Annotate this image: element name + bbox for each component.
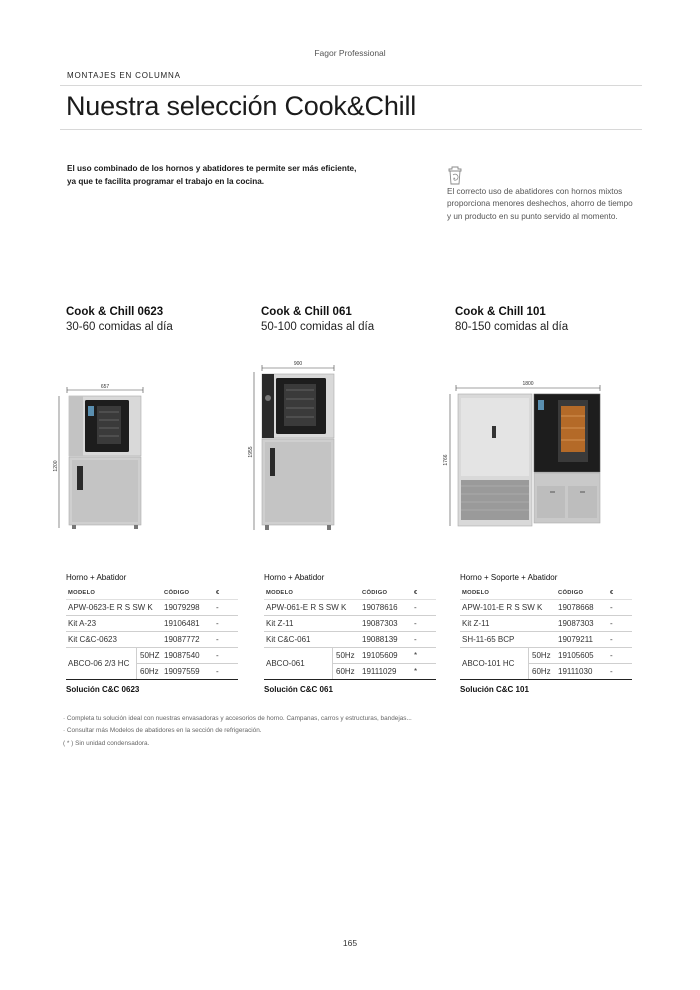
product-capacity: 30-60 comidas al día xyxy=(66,321,173,333)
eco-line: y un producto en su punto servido al momento. xyxy=(447,211,618,221)
model-cell: ABCO-061 xyxy=(266,659,305,668)
code-cell: 19105605 xyxy=(558,650,594,660)
model-cell: APW-0623-E R S SW K xyxy=(68,603,153,612)
product-table-101 xyxy=(460,573,632,694)
col-header-model: MODELO xyxy=(68,589,96,596)
table-row-split xyxy=(66,648,238,680)
product-heading xyxy=(455,306,645,333)
product-name: Cook & Chill 0623 xyxy=(66,306,164,318)
col-header-price: € xyxy=(414,589,418,596)
code-cell: 19079211 xyxy=(558,635,593,644)
col-header-price: € xyxy=(216,589,220,596)
frequency-cell: 60Hz xyxy=(136,664,164,679)
code-cell: 19088139 xyxy=(362,635,398,644)
code-cell: 19079298 xyxy=(164,603,200,612)
price-cell: * xyxy=(414,666,418,676)
intro-line: El uso combinado de los hornos y abatidores te permite ser más eficiente, xyxy=(67,164,357,173)
col-header-model: MODELO xyxy=(462,589,490,596)
table-header xyxy=(66,586,238,600)
code-cell: 19087303 xyxy=(362,619,398,628)
price-cell: - xyxy=(216,650,219,660)
table-row xyxy=(66,632,238,648)
frequency-cell: 50HZ xyxy=(136,648,164,663)
code-cell: 19078668 xyxy=(558,603,594,612)
table-subrow xyxy=(332,664,436,679)
code-cell: 19087303 xyxy=(558,619,594,628)
footnote: · Consultar más Modelos de abatidores en la sección de refrigeración. xyxy=(63,727,262,735)
product-capacity: 50-100 comidas al día xyxy=(261,321,375,333)
table-row xyxy=(460,616,632,632)
frequency-cell: 60Hz xyxy=(528,664,558,679)
table-subrow xyxy=(136,648,238,664)
solution-label: Solución C&C 0623 xyxy=(66,685,140,694)
table-header xyxy=(264,586,436,600)
height-dimension: 1200 xyxy=(53,460,59,472)
price-cell: - xyxy=(610,635,613,644)
product-image-061 xyxy=(248,358,348,533)
title-divider xyxy=(60,129,642,130)
product-name: Cook & Chill 101 xyxy=(455,306,546,318)
intro-line: ya que te facilita programar el trabajo en la cocina. xyxy=(67,176,265,186)
page-title: Nuestra selección Cook&Chill xyxy=(66,91,417,121)
model-cell: Kit Z-11 xyxy=(266,619,294,628)
product-table-0623 xyxy=(66,573,238,694)
brand-header: Fagor Professional xyxy=(314,48,386,58)
section-label: MONTAJES EN COLUMNA xyxy=(67,71,181,80)
model-cell: SH-11-65 BCP xyxy=(462,635,515,644)
product-name: Cook & Chill 061 xyxy=(261,306,352,318)
table-caption: Horno + Abatidor xyxy=(264,573,325,582)
price-cell: - xyxy=(610,650,613,660)
price-cell: - xyxy=(610,603,613,612)
product-heading xyxy=(261,306,451,333)
col-header-code: CÓDIGO xyxy=(558,589,584,596)
eco-line: El correcto uso de abatidores con hornos mixtos xyxy=(447,187,623,196)
model-cell: APW-101-E R S SW K xyxy=(462,603,543,612)
model-cell: Kit C&C-0623 xyxy=(68,635,117,644)
table-caption: Horno + Abatidor xyxy=(66,573,127,582)
col-header-code: CÓDIGO xyxy=(164,589,190,596)
table-subrow xyxy=(528,648,632,664)
table-row xyxy=(264,632,436,648)
solution-label: Solución C&C 061 xyxy=(264,685,333,694)
footnote: ( * ) Sin unidad condensadora. xyxy=(63,739,150,747)
frequency-cell: 50Hz xyxy=(528,648,558,663)
height-dimension: 1955 xyxy=(248,446,254,458)
code-cell: 19087540 xyxy=(164,650,200,660)
table-row xyxy=(264,616,436,632)
code-cell: 19087772 xyxy=(164,635,200,644)
model-cell: Kit A-23 xyxy=(68,619,97,628)
price-cell: - xyxy=(216,635,219,644)
table-caption: Horno + Soporte + Abatidor xyxy=(460,573,558,582)
intro-text xyxy=(67,163,377,188)
product-image-101 xyxy=(440,376,610,531)
code-cell: 19078616 xyxy=(362,603,398,612)
model-cell: ABCO-06 2/3 HC xyxy=(68,659,130,668)
product-heading xyxy=(66,306,256,333)
table-subrow xyxy=(528,664,632,679)
price-cell: - xyxy=(414,635,417,644)
height-dimension: 1766 xyxy=(443,454,449,466)
product-table-061 xyxy=(264,573,436,694)
header-divider xyxy=(60,85,642,86)
table-row xyxy=(264,600,436,616)
eco-text xyxy=(447,186,647,223)
table-subrow xyxy=(136,664,238,679)
price-cell: - xyxy=(414,603,417,612)
width-dimension: 657 xyxy=(100,384,110,390)
price-cell: - xyxy=(216,666,219,676)
price-cell: * xyxy=(414,650,418,660)
table-row-split xyxy=(264,648,436,680)
product-image-0623 xyxy=(55,380,155,530)
code-cell: 19111029 xyxy=(362,666,397,676)
col-header-model: MODELO xyxy=(266,589,294,596)
frequency-cell: 50Hz xyxy=(332,648,362,663)
width-dimension: 900 xyxy=(293,361,303,367)
model-cell: APW-061-E R S SW K xyxy=(266,603,347,612)
table-row xyxy=(66,616,238,632)
frequency-cell: 60Hz xyxy=(332,664,362,679)
price-cell: - xyxy=(216,603,219,612)
footnotes xyxy=(63,713,412,750)
page-number: 165 xyxy=(342,938,358,948)
code-cell: 19111030 xyxy=(558,666,593,676)
eco-recycle-icon xyxy=(445,164,465,186)
eco-line: proporciona menores deshechos, ahorro de tiempo xyxy=(447,199,633,209)
model-cell: ABCO-101 HC xyxy=(462,659,515,668)
table-header xyxy=(460,586,632,600)
model-cell: Kit Z-11 xyxy=(462,619,490,628)
table-subrow xyxy=(332,648,436,664)
product-capacity: 80-150 comidas al día xyxy=(455,321,569,333)
model-cell: Kit C&C-061 xyxy=(266,635,311,644)
price-cell: - xyxy=(216,619,219,628)
code-cell: 19106481 xyxy=(164,619,200,628)
code-cell: 19105609 xyxy=(362,650,398,660)
table-row-split xyxy=(460,648,632,680)
price-cell: - xyxy=(610,666,613,676)
footnote: · Completa tu solución ideal con nuestras envasadoras y accesorios de horno. Campanas, carros y estructuras, bandejas... xyxy=(63,715,412,722)
price-cell: - xyxy=(414,619,417,628)
col-header-code: CÓDIGO xyxy=(362,589,388,596)
price-cell: - xyxy=(610,619,613,628)
col-header-price: € xyxy=(610,589,614,596)
table-row xyxy=(66,600,238,616)
code-cell: 19097559 xyxy=(164,666,200,676)
table-row xyxy=(460,600,632,616)
width-dimension: 1800 xyxy=(522,381,534,387)
solution-label: Solución C&C 101 xyxy=(460,685,529,694)
table-row xyxy=(460,632,632,648)
